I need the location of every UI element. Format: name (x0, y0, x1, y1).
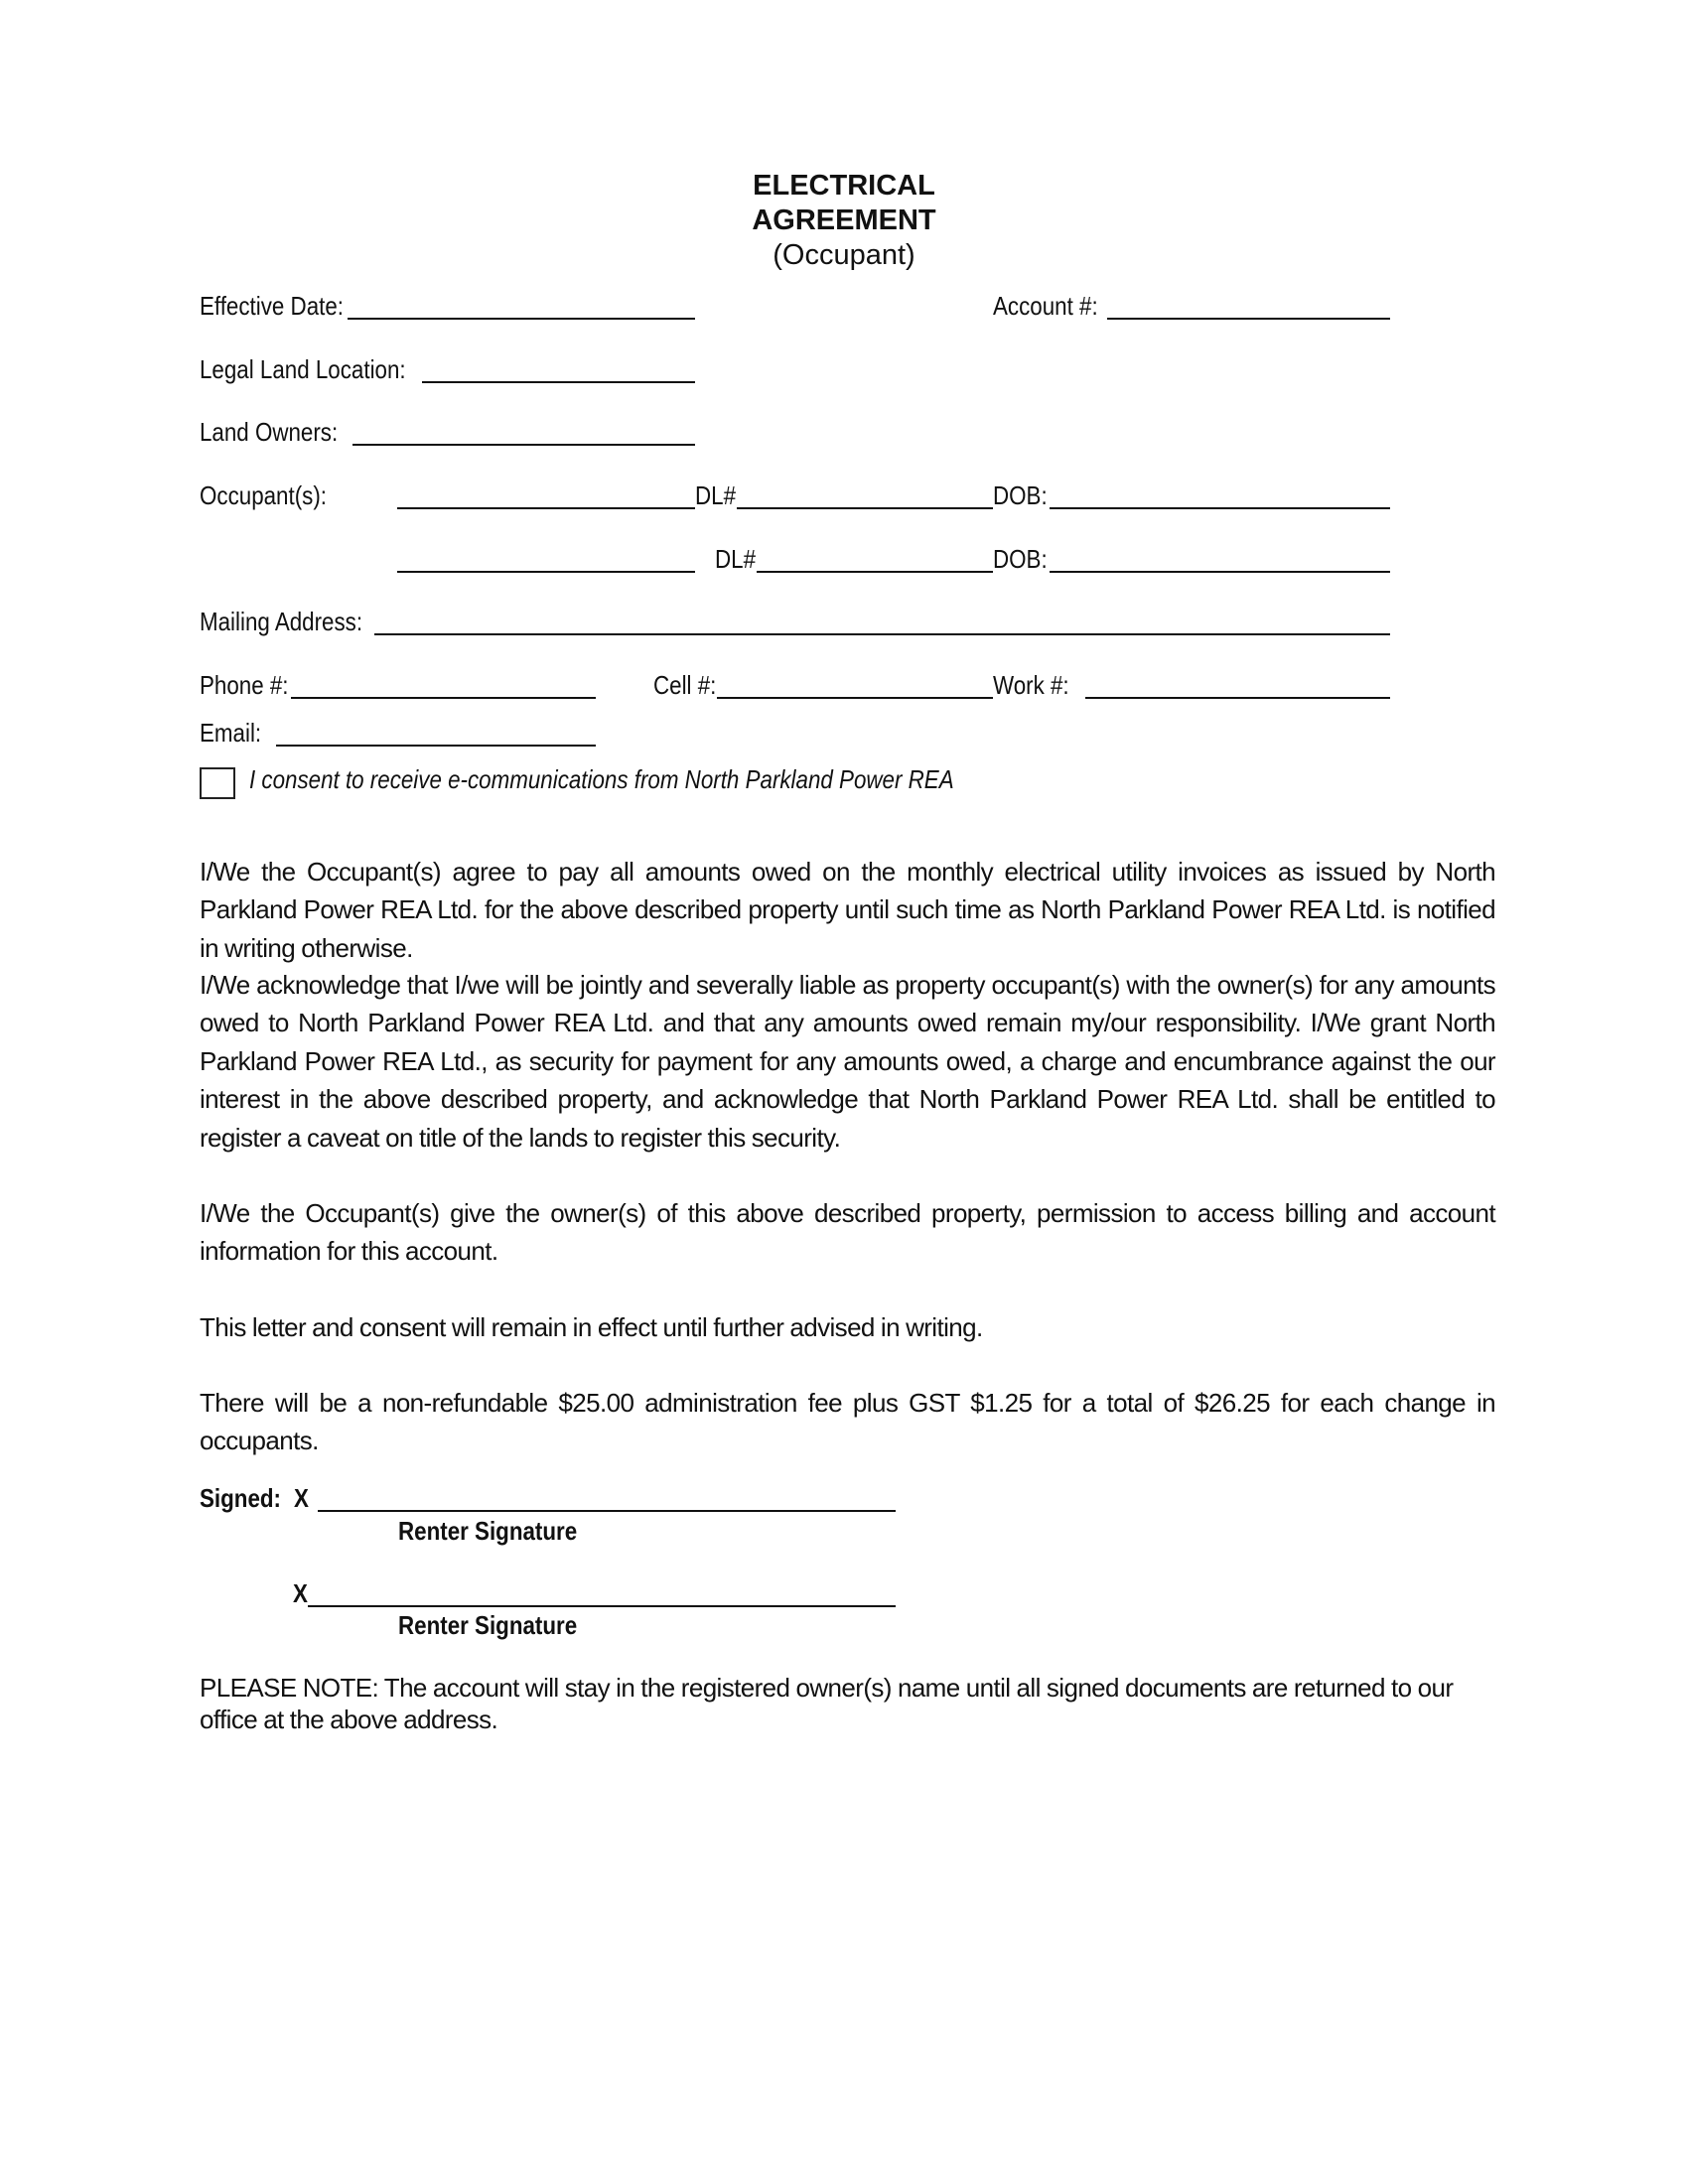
occupant-1-name-field[interactable] (397, 507, 695, 509)
signature-2-x-mark: X (293, 1578, 308, 1608)
legal-land-location-label: Legal Land Location: (200, 354, 406, 384)
phone-label: Phone #: (200, 670, 289, 700)
account-access-paragraph: I/We the Occupant(s) give the owner(s) of this above described property, permission to access billing and account information for this account. (200, 1198, 1495, 1267)
document-title-line2: AGREEMENT (752, 205, 936, 236)
e-communications-consent-checkbox[interactable] (200, 767, 235, 799)
renter-signature-1-field[interactable] (318, 1510, 896, 1512)
account-label: Account #: (993, 291, 1098, 321)
occupant-2-name-field[interactable] (397, 571, 695, 573)
work-field[interactable] (1085, 697, 1390, 699)
occupant-1-dl-label: DL# (695, 480, 737, 510)
document-subtitle: (Occupant) (773, 239, 915, 271)
liability-paragraph: I/We acknowledge that I/we will be jointly and severally liable as property occupant(s) with the owner(s) for any amounts owed to North Parkland Power REA Ltd. and that any amounts owed remain my/our responsibility. I/We grant North Parkland Power REA Ltd., as security for payment for any amounts owed, a charge and encumbrance against the our interest in the above described property, and acknowledge that North Parkland Power REA Ltd. shall be entitled to register a caveat on title of the lands to register this security. (200, 970, 1495, 1153)
document-title-line1: ELECTRICAL (753, 170, 935, 202)
land-owners-label: Land Owners: (200, 417, 339, 447)
cell-field[interactable] (717, 697, 993, 699)
occupant-1-dl-field[interactable] (737, 507, 993, 509)
occupant-1-dob-field[interactable] (1050, 507, 1390, 509)
occupants-label: Occupant(s): (200, 480, 327, 510)
renter-signature-2-field[interactable] (308, 1605, 896, 1607)
cell-label: Cell #: (653, 670, 717, 700)
consent-duration-paragraph: This letter and consent will remain in effect until further advised in writing. (200, 1312, 983, 1342)
please-note-paragraph: PLEASE NOTE: The account will stay in the registered owner(s) name until all signed documents are returned to our office at the above address. (200, 1673, 1454, 1734)
signature-1-x-mark: X (294, 1483, 309, 1513)
mailing-address-label: Mailing Address: (200, 607, 363, 636)
occupant-2-dob-label: DOB: (993, 544, 1048, 574)
email-label: Email: (200, 718, 262, 748)
occupant-1-dob-label: DOB: (993, 480, 1048, 510)
account-field[interactable] (1107, 318, 1390, 320)
signed-label: Signed: (200, 1483, 281, 1513)
effective-date-label: Effective Date: (200, 291, 345, 321)
renter-signature-2-caption: Renter Signature (398, 1610, 578, 1640)
payment-obligation-paragraph: I/We the Occupant(s) agree to pay all amounts owed on the monthly electrical utility invoices as issued by North Parkland Power REA Ltd. for the above described property until such time as North Parkland Power REA Ltd. is notified in writing otherwise. (200, 857, 1495, 963)
occupant-2-dl-label: DL# (715, 544, 757, 574)
email-field[interactable] (276, 745, 596, 747)
work-label: Work #: (993, 670, 1069, 700)
administration-fee-paragraph: There will be a non-refundable $25.00 administration fee plus GST $1.25 for a total of $26.25 for each change in occupants. (200, 1388, 1495, 1456)
phone-field[interactable] (291, 697, 596, 699)
occupant-2-dl-field[interactable] (757, 571, 993, 573)
renter-signature-1-caption: Renter Signature (398, 1516, 578, 1546)
mailing-address-field[interactable] (374, 633, 1390, 635)
e-communications-consent-label: I consent to receive e-communications from North Parkland Power REA (249, 764, 954, 794)
occupant-2-dob-field[interactable] (1050, 571, 1390, 573)
land-owners-field[interactable] (352, 444, 695, 446)
effective-date-field[interactable] (348, 318, 695, 320)
legal-land-location-field[interactable] (422, 381, 695, 383)
